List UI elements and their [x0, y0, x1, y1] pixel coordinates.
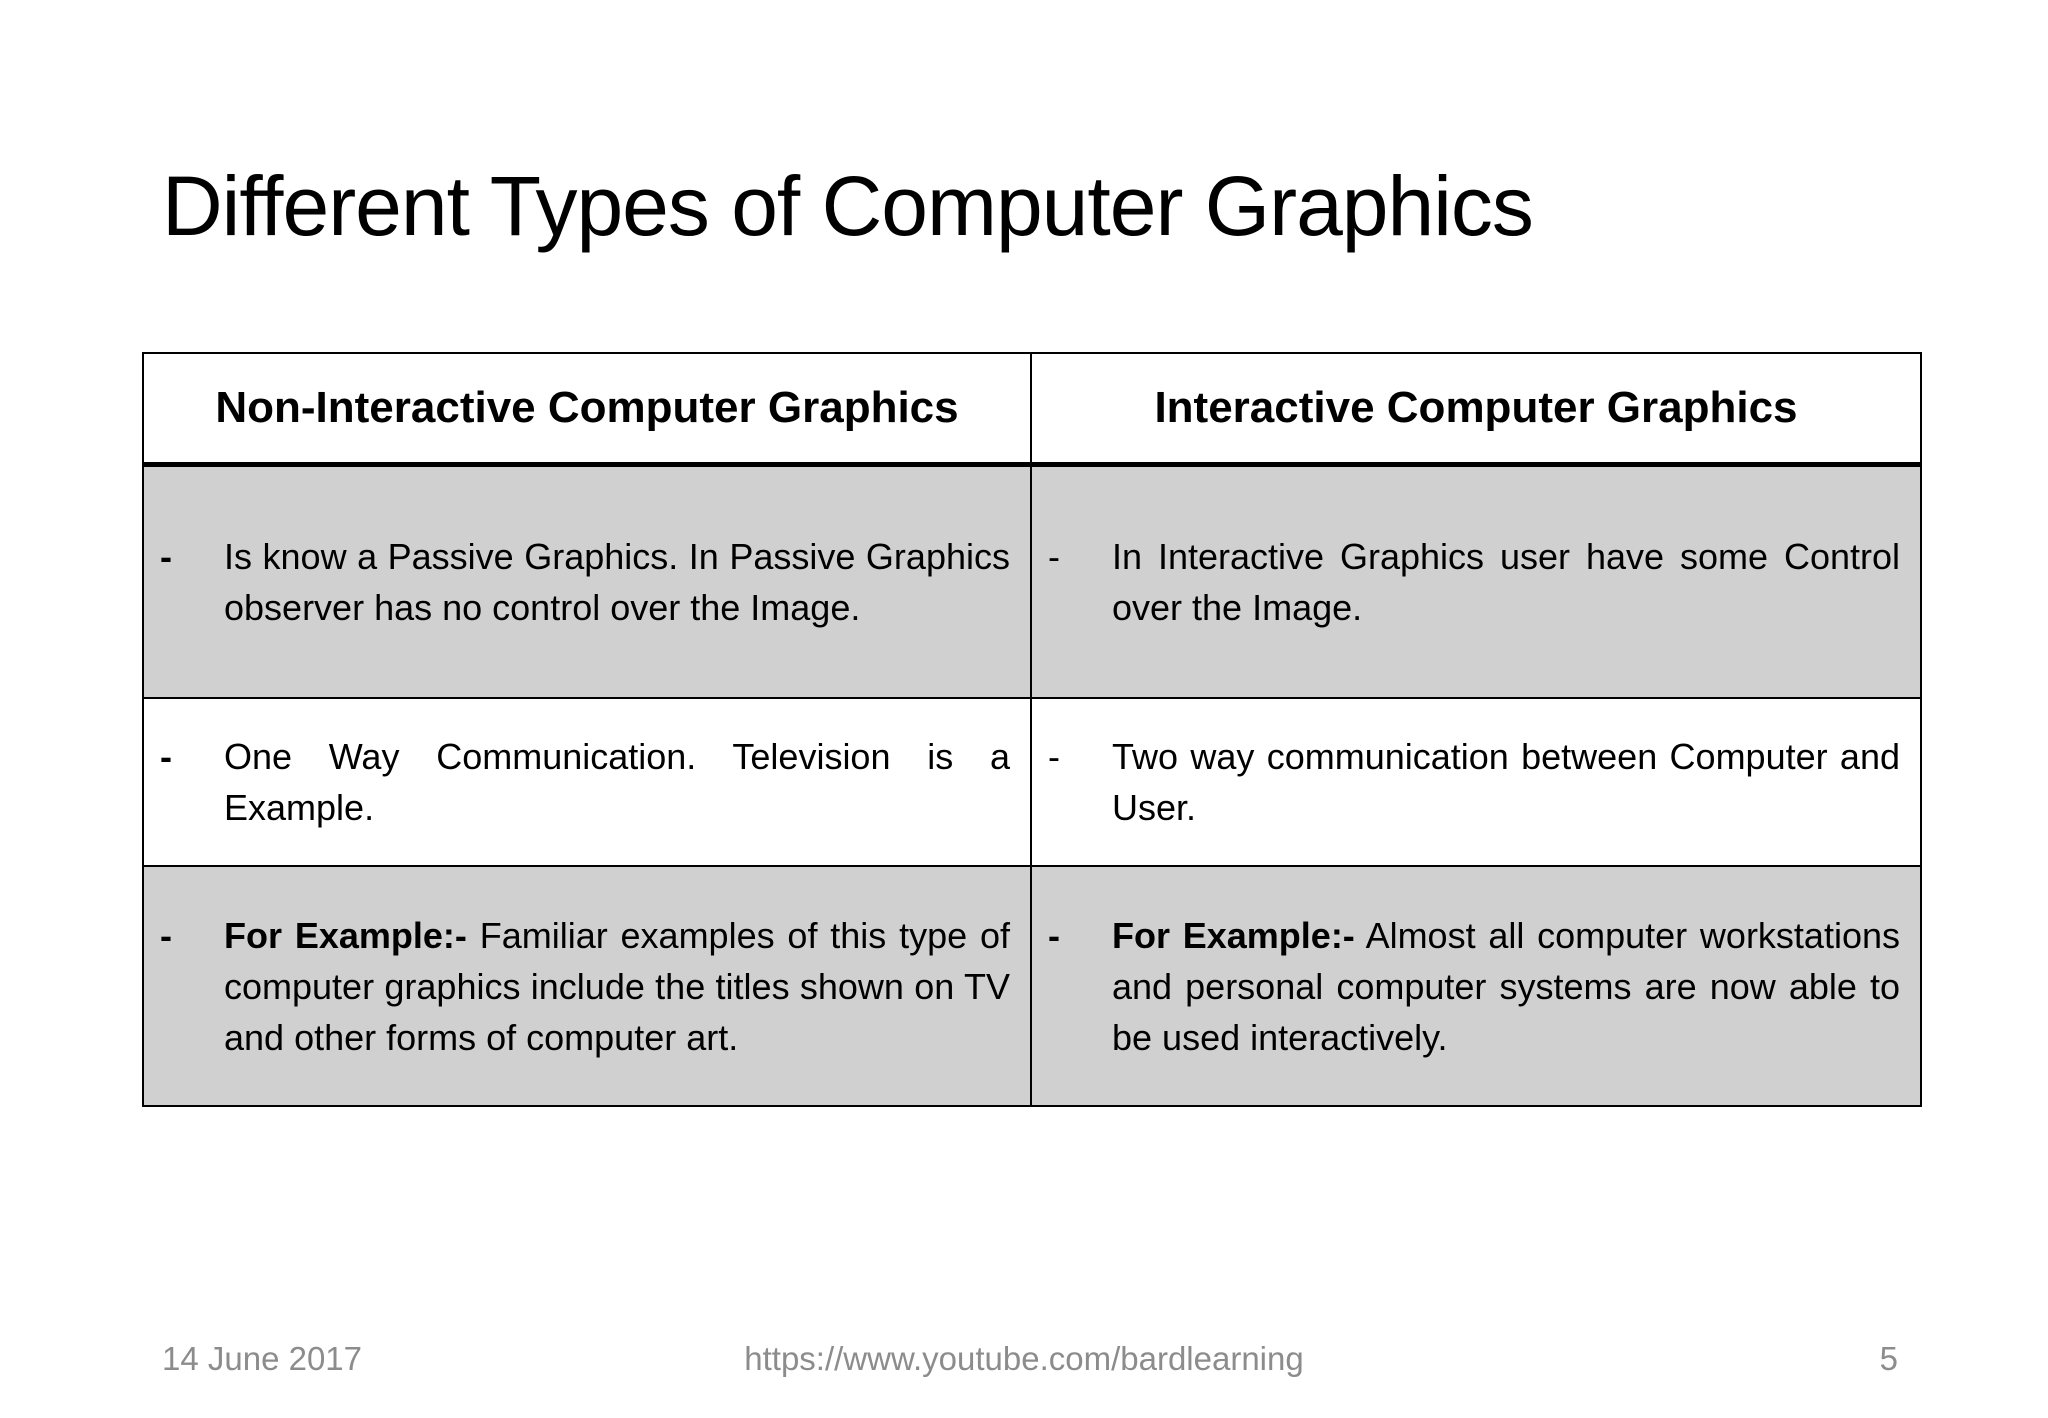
- table-cell-interactive: [1031, 698, 1921, 866]
- bullet-dash: -: [1048, 914, 1060, 956]
- footer-date: 14 June 2017: [162, 1340, 363, 1377]
- column-header-interactive: Interactive Computer Graphics: [1031, 353, 1921, 465]
- cell-text: [1112, 531, 1900, 633]
- cell-text-body: Familiar examples of this type of computer graphics include the titles shown on TV and other forms of computer art.: [224, 914, 1011, 1058]
- table-row: [143, 698, 1921, 866]
- page-number: 5: [1879, 1340, 1898, 1377]
- table-cell-non-interactive: [143, 698, 1031, 866]
- cell-text-body: One Way Communication. Television is a Example.: [224, 736, 1010, 828]
- slide-title: Different Types of Computer Graphics: [162, 159, 1533, 253]
- bullet-dash: -: [160, 536, 172, 577]
- cell-text-body: Two way communication between Computer and User.: [1112, 736, 1900, 828]
- cell-text-body: In Interactive Graphics user have some Control over the Image.: [1112, 536, 1900, 628]
- table-cell-non-interactive: [143, 465, 1031, 699]
- bullet-dash: -: [160, 736, 172, 777]
- table-row: [143, 866, 1921, 1106]
- bullet-dash: -: [1048, 536, 1060, 577]
- cell-text: [224, 910, 1010, 1063]
- cell-text: [1112, 910, 1900, 1063]
- footer-url: https://www.youtube.com/bardlearning: [744, 1340, 1304, 1377]
- table-cell-non-interactive: [143, 866, 1031, 1106]
- example-label: For Example:-: [1112, 914, 1355, 956]
- bullet-dash: -: [1048, 736, 1060, 777]
- cell-text: [1112, 731, 1900, 833]
- table-row: [143, 465, 1921, 699]
- cell-text: [224, 731, 1010, 833]
- bullet-dash: -: [160, 914, 172, 956]
- comparison-table: [142, 352, 1922, 1107]
- table-header-row: [143, 353, 1921, 465]
- example-label: For Example:-: [224, 914, 467, 956]
- table-cell-interactive: [1031, 866, 1921, 1106]
- cell-text-body: Almost all computer workstations and personal computer systems are now able to be used interactively.: [1112, 914, 1900, 1058]
- table-cell-interactive: [1031, 465, 1921, 699]
- cell-text: [224, 531, 1010, 633]
- column-header-non-interactive: Non-Interactive Computer Graphics: [143, 353, 1031, 465]
- cell-text-body: Is know a Passive Graphics. In Passive Graphics observer has no control over the Image.: [224, 536, 1010, 628]
